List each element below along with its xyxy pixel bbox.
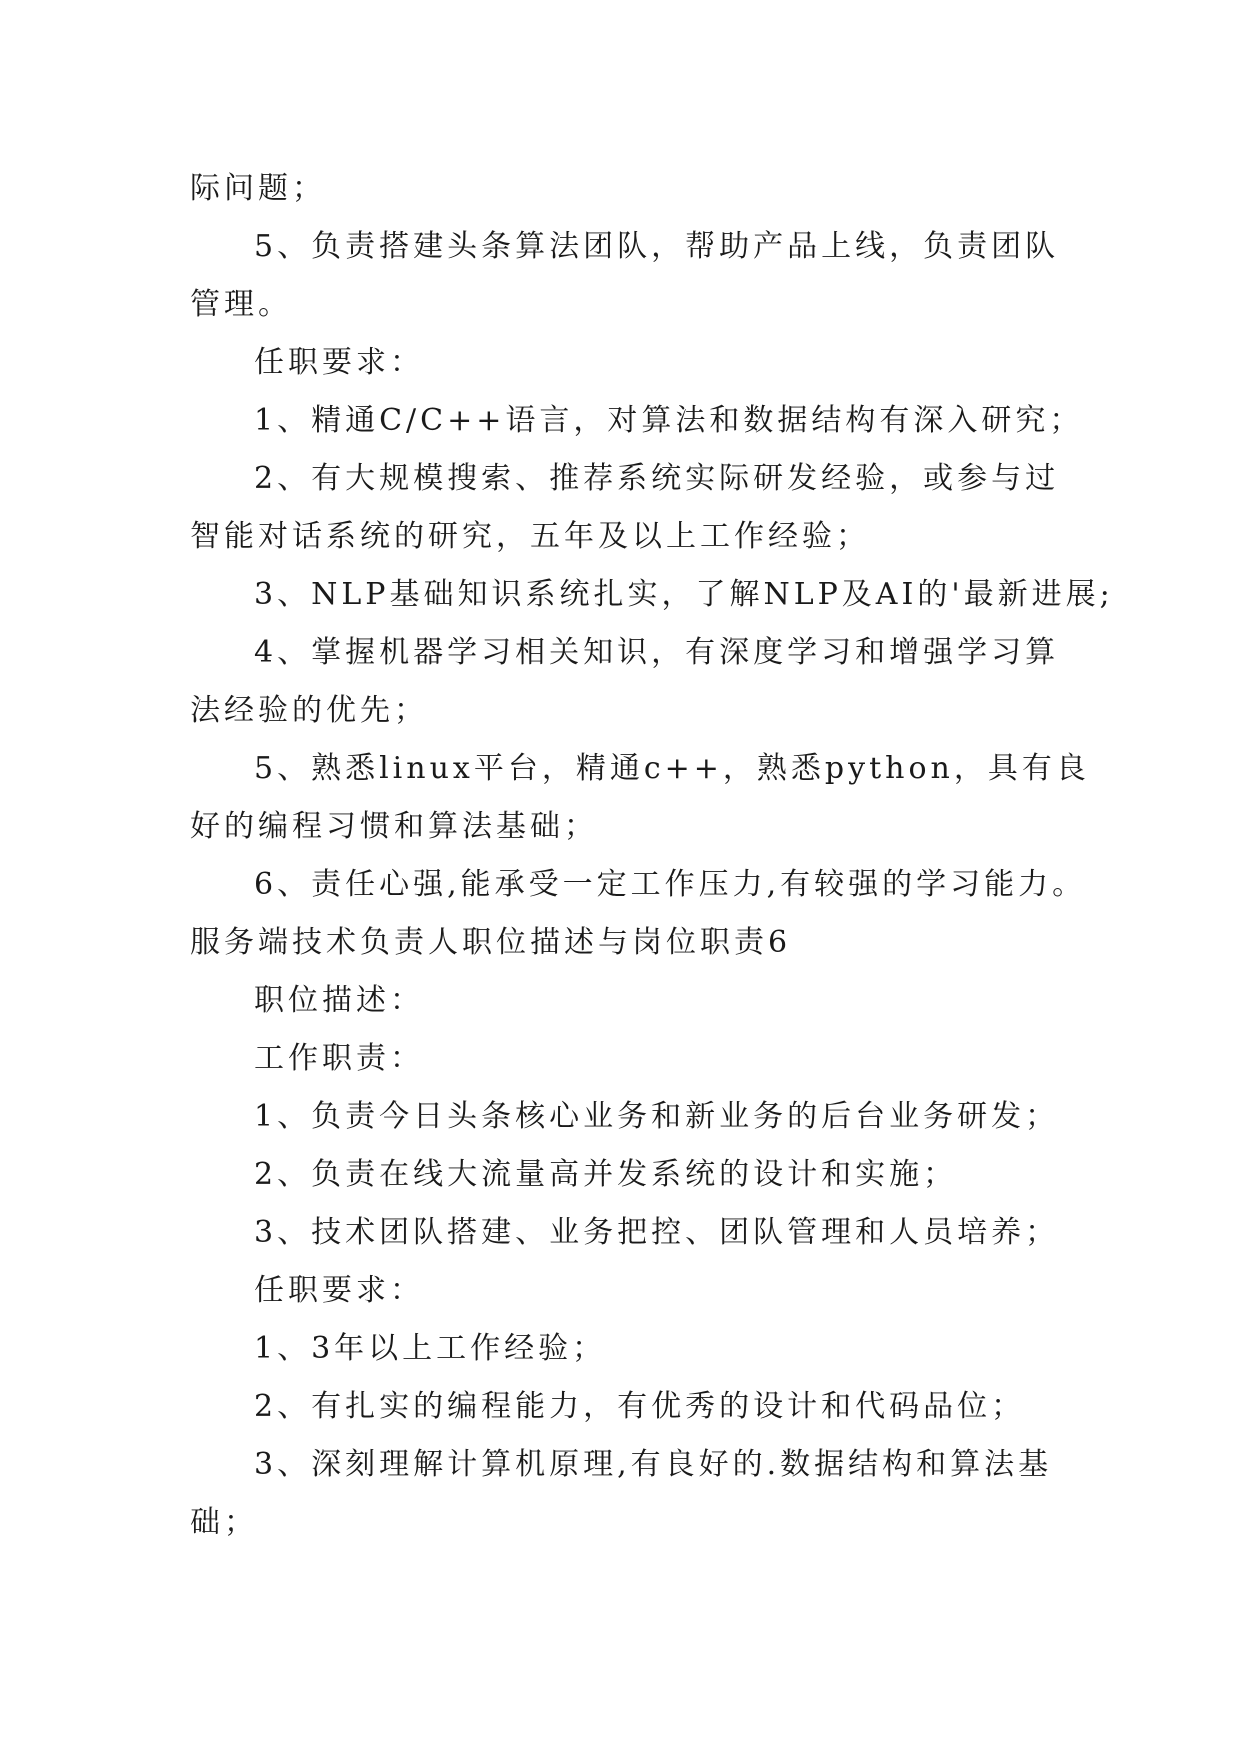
- text-line: 6、责任心强,能承受一定工作压力,有较强的学习能力。: [254, 867, 1087, 902]
- text-line: 好的编程习惯和算法基础；: [190, 809, 598, 844]
- text-line: 智能对话系统的研究，五年及以上工作经验；: [190, 519, 870, 554]
- body-text: [190, 160, 1114, 1552]
- document-title: 服务端技术负责人职位描述与岗位职责6: [190, 925, 792, 960]
- text-line: 2、有扎实的编程能力，有优秀的设计和代码品位；: [254, 1389, 1026, 1424]
- text-line: 3、技术团队搭建、业务把控、团队管理和人员培养；: [254, 1215, 1060, 1250]
- text-line: 础；: [190, 1505, 258, 1540]
- text-line: 5、负责搭建头条算法团队，帮助产品上线，负责团队: [254, 229, 1060, 264]
- text-line: 1、3年以上工作经验；: [254, 1331, 607, 1366]
- text-line: 3、深刻理解计算机原理,有良好的.数据结构和算法基: [254, 1447, 1053, 1482]
- text-line: 际问题；: [190, 171, 326, 206]
- text-line: 1、精通C/C++语言，对算法和数据结构有深入研究；: [254, 403, 1084, 438]
- section-heading: 工作职责：: [254, 1041, 424, 1076]
- section-heading: 任职要求：: [254, 1273, 424, 1308]
- text-line: 5、熟悉linux平台，精通c++，熟悉python，具有良: [254, 751, 1090, 786]
- text-line: 2、有大规模搜索、推荐系统实际研发经验，或参与过: [254, 461, 1060, 496]
- text-line: 管理。: [190, 287, 292, 322]
- section-heading: 职位描述：: [254, 983, 424, 1018]
- section-heading: 任职要求：: [254, 345, 424, 380]
- text-line: 法经验的优先；: [190, 693, 428, 728]
- text-line: 2、负责在线大流量高并发系统的设计和实施；: [254, 1157, 958, 1192]
- text-line: 1、负责今日头条核心业务和新业务的后台业务研发；: [254, 1099, 1060, 1134]
- text-line: 4、掌握机器学习相关知识，有深度学习和增强学习算: [254, 635, 1060, 670]
- text-line: 3、NLP基础知识系统扎实，了解NLP及AI的'最新进展;: [254, 577, 1114, 612]
